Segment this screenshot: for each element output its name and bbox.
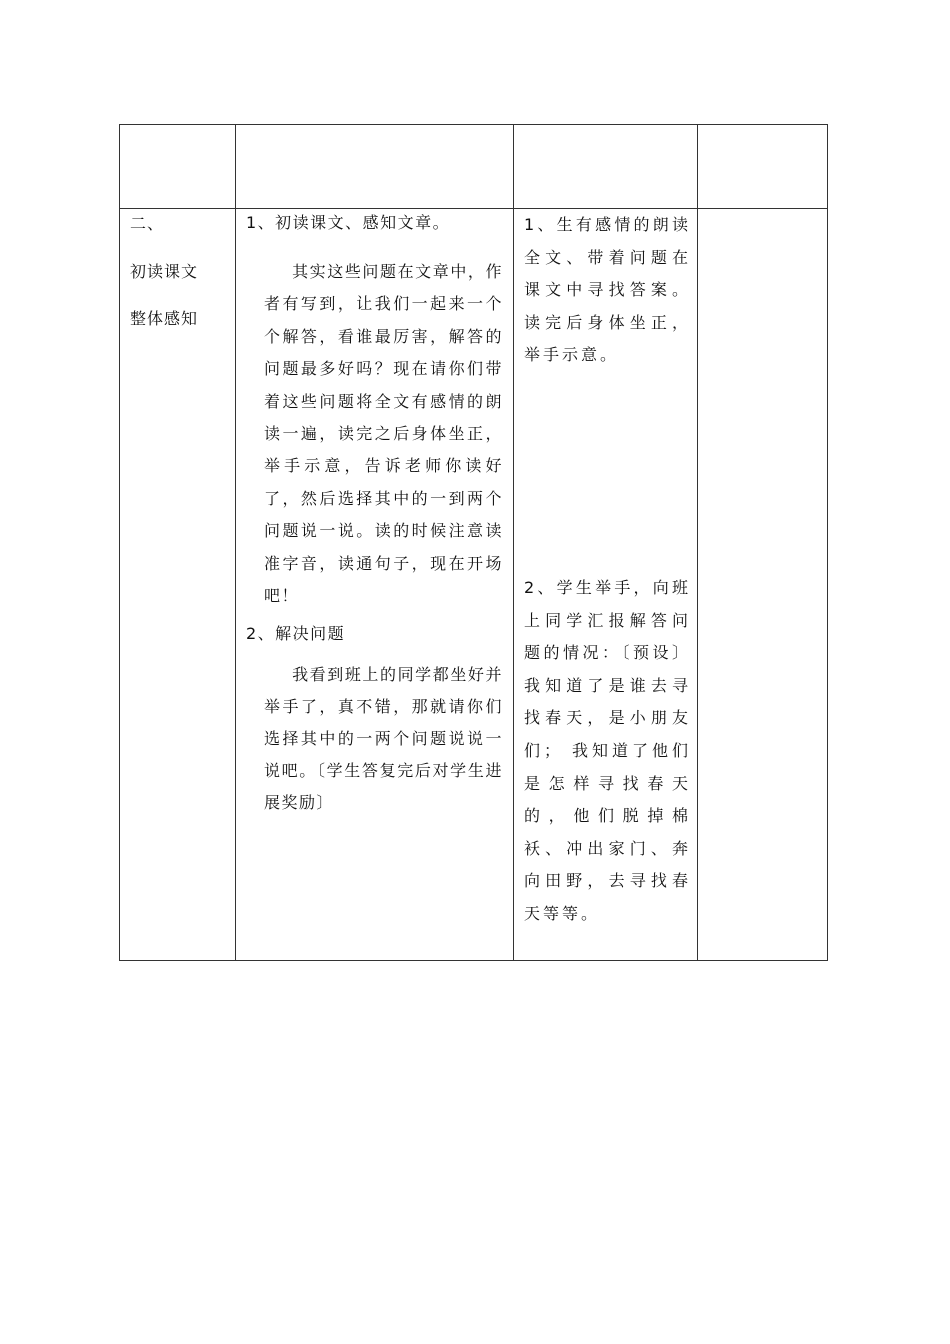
teacher-activity-cell	[236, 209, 514, 961]
table-cell	[236, 125, 514, 209]
stage-number: 二、	[130, 214, 165, 233]
lesson-plan-table	[119, 124, 828, 961]
stage-cell	[120, 209, 236, 961]
student-activity-text: 1、生有感情的朗读全文、带着问题在课文中寻找答案。读完后身体坐正，举手示意。	[524, 215, 691, 365]
table-cell	[514, 125, 698, 209]
student-activity-text: 2、学生举手，向班上同学汇报解答问题的情况：〔预设〕我知道了是谁去寻找春天，是小朋友们； 我知道了他们是怎样寻找春天的，他们脱掉棉袄、冲出家门、奔向田野，去寻找春天等等。	[524, 577, 691, 923]
stage-title-line: 整体感知	[130, 309, 199, 328]
notes-cell	[698, 209, 828, 961]
student-activity-cell	[514, 209, 698, 961]
teacher-step-text: 其实这些问题在文章中，作者有写到，让我们一起来一个个解答，看谁最厉害，解答的问题最多好吗？现在请你们带着这些问题将全文有感情的朗读一遍，读完之后身体坐正，举手示意，告诉老师你读好了，然后选择其中的一到两个问题说一说。读的时候注意读准字音，读通句子，现在开场吧！	[264, 262, 503, 606]
teacher-step-heading: 1、初读课文、感知文章。	[246, 213, 451, 232]
table-row	[120, 209, 828, 961]
teacher-step-heading: 2、解决问题	[246, 624, 346, 644]
table-row	[120, 125, 828, 209]
table-cell	[120, 125, 236, 209]
table-cell	[698, 125, 828, 209]
teacher-step-text: 我看到班上的同学都坐好并举手了，真不错，那就请你们选择其中的一两个问题说说一说吧。〔学生答复完后对学生进展奖励〕	[264, 665, 503, 813]
stage-title-line: 初读课文	[130, 262, 199, 281]
